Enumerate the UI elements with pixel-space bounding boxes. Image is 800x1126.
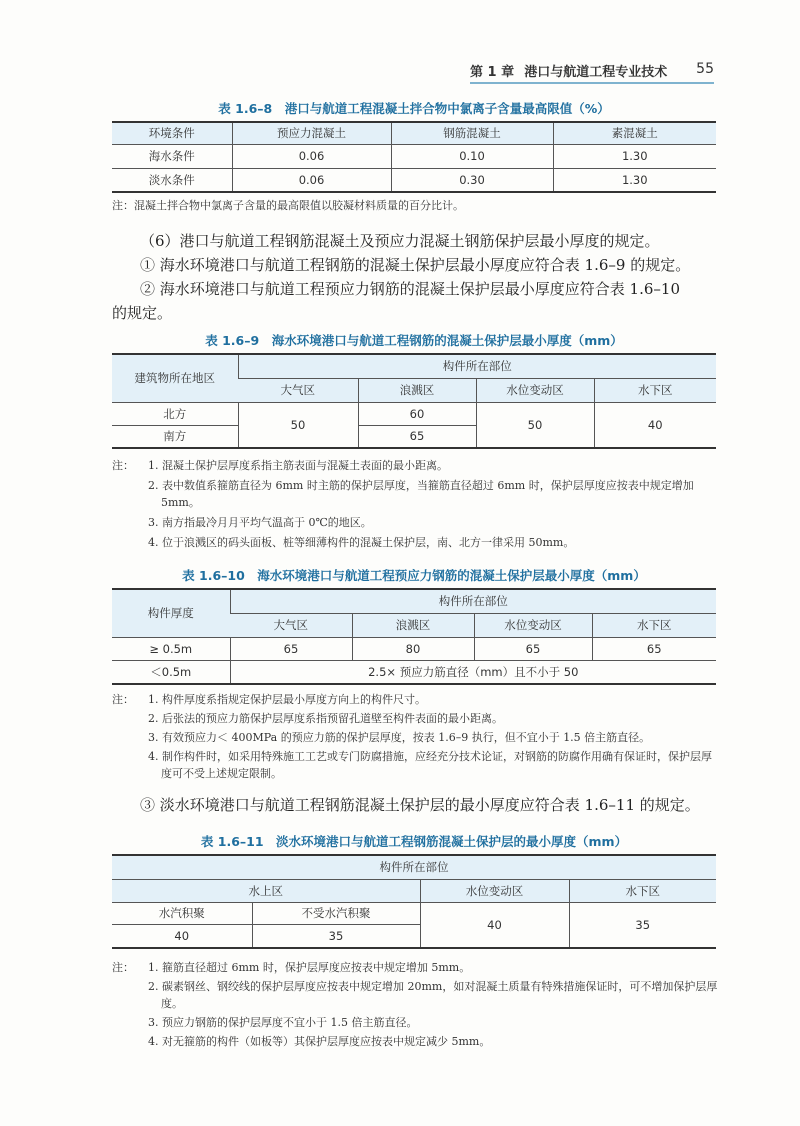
note-item: 1. 混凝土保护层厚度系指主筋表面与混凝土表面的最小距离。 bbox=[148, 459, 448, 472]
table-cell: 40 bbox=[594, 402, 716, 448]
table-cell: ≥ 0.5m bbox=[112, 637, 230, 660]
table-cell: 淡水条件 bbox=[112, 168, 232, 192]
chapter-title: 港口与航道工程专业技术 bbox=[524, 65, 668, 80]
header-cell: 水下区 bbox=[569, 879, 716, 902]
table-cell: 2.5× 预应力筋直径（mm）且不小于 50 bbox=[230, 660, 716, 684]
notes-label: 注： bbox=[112, 961, 134, 974]
table-1-6-11 bbox=[112, 854, 716, 949]
table-cell: ＜0.5m bbox=[112, 660, 230, 684]
table-cell: 40 bbox=[420, 902, 569, 948]
table-cell: 35 bbox=[569, 902, 716, 948]
table-1-6-10-caption: 表 1.6–10 海水环境港口与航道工程预应力钢筋的混凝土保护层最小厚度（mm） bbox=[182, 568, 646, 583]
table-cell: 不受水汽积聚 bbox=[252, 902, 420, 924]
table-1-6-9-notes bbox=[112, 457, 722, 551]
note-item: 3. 有效预应力＜ 400MPa 的预应力筋的保护层厚度，按表 1.6–9 执行，但不宜小于 1.5 倍主筋直径。 bbox=[148, 731, 651, 744]
paragraph-6-2: ② 海水环境港口与航道工程预应力钢筋的混凝土保护层最小厚度应符合表 1.6–10 bbox=[140, 280, 680, 298]
table-1-6-10-notes bbox=[112, 691, 722, 782]
header-cell: 大气区 bbox=[238, 378, 358, 402]
table-cell: 80 bbox=[352, 637, 474, 660]
header-rule bbox=[470, 82, 714, 84]
note-item: 1. 构件厚度系指规定保护层最小厚度方向上的构件尺寸。 bbox=[148, 693, 426, 706]
header-cell: 构件所在部位 bbox=[112, 855, 716, 879]
table-cell: 北方 bbox=[112, 402, 238, 425]
paragraph-6-1: ① 海水环境港口与航道工程钢筋的混凝土保护层最小厚度应符合表 1.6–9 的规定。 bbox=[140, 256, 691, 274]
header-cell: 浪溅区 bbox=[358, 378, 476, 402]
header-cell: 构件所在部位 bbox=[238, 354, 716, 378]
table-1-6-11-caption: 表 1.6–11 淡水环境港口与航道工程钢筋混凝土保护层的最小厚度（mm） bbox=[200, 834, 628, 849]
header-cell: 水下区 bbox=[592, 613, 716, 637]
note-item: 3. 南方指最冷月月平均气温高于 0℃的地区。 bbox=[148, 516, 372, 529]
header-cell: 构件厚度 bbox=[112, 589, 230, 637]
table-1-6-9 bbox=[112, 353, 716, 449]
table-row bbox=[112, 637, 716, 660]
table-1-6-9-caption: 表 1.6–9 海水环境港口与航道工程钢筋的混凝土保护层最小厚度（mm） bbox=[205, 333, 623, 348]
table-row bbox=[112, 902, 716, 924]
table-cell: 海水条件 bbox=[112, 144, 232, 168]
table-cell: 40 bbox=[112, 924, 252, 948]
note-item: 2. 后张法的预应力筋保护层厚度系指预留孔道壁至构件表面的最小距离。 bbox=[148, 712, 503, 725]
table-cell: 50 bbox=[238, 402, 358, 448]
header-cell: 大气区 bbox=[230, 613, 352, 637]
paragraph-6-3: ③ 淡水环境港口与航道工程钢筋混凝土保护层的最小厚度应符合表 1.6–11 的规定。 bbox=[140, 796, 700, 814]
note-item: 1. 箍筋直径超过 6mm 时，保护层厚度应按表中规定增加 5mm。 bbox=[148, 961, 471, 974]
table-cell: 0.30 bbox=[391, 168, 553, 192]
table-cell: 65 bbox=[474, 637, 592, 660]
header-cell: 水位变动区 bbox=[474, 613, 592, 637]
table-header-row bbox=[112, 589, 716, 613]
table-row bbox=[112, 402, 716, 425]
header-cell: 预应力混凝土 bbox=[232, 122, 391, 144]
table-cell: 0.06 bbox=[232, 144, 391, 168]
note-item: 4. 对无箍筋的构件（如板等）其保护层厚度应按表中规定减少 5mm。 bbox=[148, 1035, 491, 1048]
table-cell: 60 bbox=[358, 402, 476, 425]
header-cell: 水下区 bbox=[594, 378, 716, 402]
table-cell: 65 bbox=[230, 637, 352, 660]
table-cell: 水汽积聚 bbox=[112, 902, 252, 924]
note-item: 4. 制作构件时，如采用特殊施工工艺或专门防腐措施，应经充分技术论证，对钢筋的防腐作用确有保证时，保护层厚度可不受上述规定限制。 bbox=[148, 750, 712, 780]
note-item: 2. 表中数值系箍筋直径为 6mm 时主筋的保护层厚度，当箍筋直径超过 6mm 时，保护层厚度应按表中规定增加 5mm。 bbox=[148, 479, 694, 509]
notes-label: 注： bbox=[112, 693, 134, 706]
table-header-row bbox=[112, 855, 716, 879]
header-cell: 浪溅区 bbox=[352, 613, 474, 637]
table-row bbox=[112, 660, 716, 684]
notes-label: 注： bbox=[112, 459, 134, 472]
header-cell: 环境条件 bbox=[112, 122, 232, 144]
table-row bbox=[112, 144, 716, 168]
table-cell: 65 bbox=[358, 425, 476, 448]
table-row bbox=[112, 168, 716, 192]
table-1-6-10 bbox=[112, 588, 716, 685]
running-header bbox=[470, 61, 714, 80]
chapter-label: 第 1 章 bbox=[470, 65, 515, 80]
paragraph-6: （6）港口与航道工程钢筋混凝土及预应力混凝土钢筋保护层最小厚度的规定。 bbox=[140, 232, 660, 250]
table-cell: 1.30 bbox=[553, 144, 716, 168]
table-cell: 65 bbox=[592, 637, 716, 660]
header-cell: 构件所在部位 bbox=[230, 589, 716, 613]
table-cell: 35 bbox=[252, 924, 420, 948]
page-number: 55 bbox=[696, 61, 714, 77]
table-1-6-8-note: 注：混凝土拌合物中氯离子含量的最高限值以胶凝材料质量的百分比计。 bbox=[112, 199, 464, 212]
header-cell: 水位变动区 bbox=[420, 879, 569, 902]
note-item: 4. 位于浪溅区的码头面板、桩等细薄构件的混凝土保护层，南、北方一律采用 50mm。 bbox=[148, 536, 575, 549]
table-header-row bbox=[112, 354, 716, 378]
table-cell: 南方 bbox=[112, 425, 238, 448]
table-cell: 50 bbox=[476, 402, 594, 448]
note-item: 2. 碳素钢丝、钢绞线的保护层厚度应按表中规定增加 20mm，如对混凝土质量有特殊措施保证时，可不增加保护层厚度。 bbox=[148, 980, 718, 1010]
table-1-6-11-notes bbox=[112, 959, 722, 1050]
header-cell: 水上区 bbox=[112, 879, 420, 902]
table-cell: 0.10 bbox=[391, 144, 553, 168]
table-header-row bbox=[112, 122, 716, 144]
table-cell: 1.30 bbox=[553, 168, 716, 192]
table-1-6-8 bbox=[112, 121, 716, 193]
paragraph-6-2-cont: 的规定。 bbox=[112, 304, 173, 322]
table-1-6-8-caption: 表 1.6–8 港口与航道工程混凝土拌合物中氯离子含量最高限值（%） bbox=[218, 101, 610, 116]
header-cell: 水位变动区 bbox=[476, 378, 594, 402]
header-cell: 建筑物所在地区 bbox=[112, 354, 238, 402]
note-item: 3. 预应力钢筋的保护层厚度不宜小于 1.5 倍主筋直径。 bbox=[148, 1016, 418, 1029]
table-cell: 0.06 bbox=[232, 168, 391, 192]
table-header-row bbox=[112, 879, 716, 902]
header-cell: 素混凝土 bbox=[553, 122, 716, 144]
header-cell: 钢筋混凝土 bbox=[391, 122, 553, 144]
